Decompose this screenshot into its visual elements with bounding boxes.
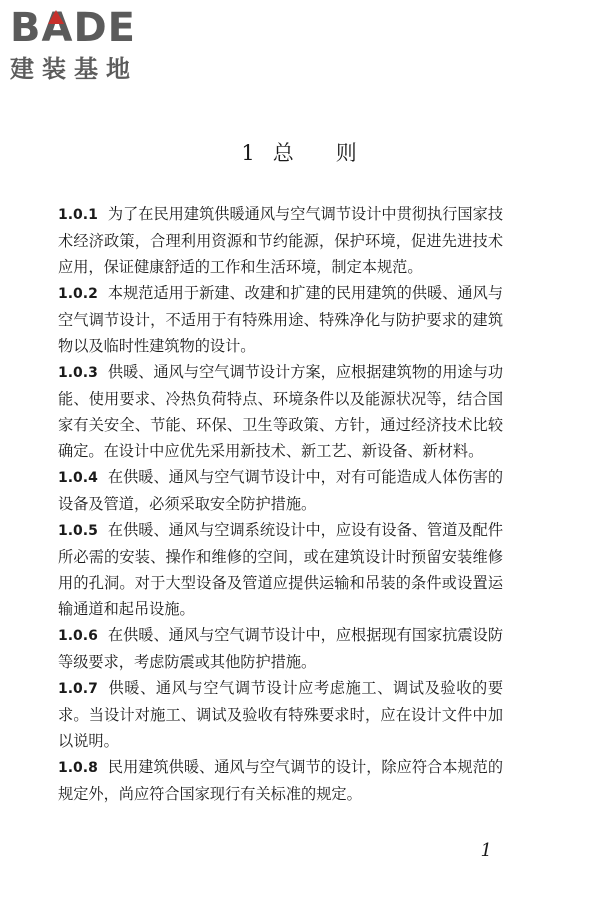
clause-text: 供暖、通风与空气调节设计应考虑施工、调试及验收的要求。当设计对施工、调试及验收有特殊要求时，应在设计文件中加以说明。 — [58, 679, 503, 750]
logo-wordmark — [10, 5, 180, 51]
clause-number: 1.0.5 — [58, 523, 98, 539]
logo-letter-b: B — [10, 5, 42, 51]
clause-number: 1.0.3 — [58, 365, 98, 381]
clause-text: 在供暖、通风与空气调节设计中，应根据现有国家抗震设防等级要求，考虑防震或其他防护措施。 — [58, 626, 503, 671]
clause-text: 供暖、通风与空气调节设计方案，应根据建筑物的用途与功能、使用要求、冷热负荷特点、环境条件以及能源状况等，结合国家有关安全、节能、环保、卫生等政策、方针，通过经济技术比较确定。在设计中应优先采用新技术、新工艺、新设备、新材料。 — [58, 363, 503, 460]
logo-subtitle: 建装基地 — [10, 55, 138, 83]
clause-number: 1.0.4 — [58, 470, 98, 486]
chapter-title-char-2: 则 — [335, 141, 359, 165]
clause-text: 为了在民用建筑供暖通风与空气调节设计中贯彻执行国家技术经济政策，合理利用资源和节约能源，保护环境，促进先进技术应用，保证健康舒适的工作和生活环境，制定本规范。 — [58, 205, 503, 276]
clause-number: 1.0.1 — [58, 207, 98, 223]
clause-1-0-5 — [58, 517, 503, 622]
clause-1-0-3 — [58, 359, 503, 464]
clause-1-0-7 — [58, 675, 503, 754]
clause-1-0-1 — [58, 201, 503, 280]
logo-letters-de: DE — [73, 5, 136, 51]
clause-text: 本规范适用于新建、改建和扩建的民用建筑的供暖、通风与空气调节设计，不适用于有特殊用途、特殊净化与防护要求的建筑物以及临时性建筑物的设计。 — [58, 284, 503, 355]
chapter-number: 1 — [241, 141, 257, 165]
clause-1-0-6 — [58, 622, 503, 675]
clause-text: 民用建筑供暖、通风与空气调节的设计，除应符合本规范的规定外，尚应符合国家现行有关标准的规定。 — [58, 758, 503, 803]
chapter-title — [0, 140, 600, 166]
clause-list — [58, 201, 503, 807]
clause-number: 1.0.6 — [58, 628, 98, 644]
clause-1-0-2 — [58, 280, 503, 359]
clause-number: 1.0.7 — [58, 681, 98, 697]
clause-text: 在供暖、通风与空气调节设计中，对有可能造成人体伤害的设备及管道，必须采取安全防护措施。 — [58, 468, 503, 513]
clause-number: 1.0.2 — [58, 286, 98, 302]
chapter-title-char-1: 总 — [272, 141, 296, 165]
clause-1-0-8 — [58, 754, 503, 807]
clause-text: 在供暖、通风与空调系统设计中，应设有设备、管道及配件所必需的安装、操作和维修的空间，或在建筑设计时预留安装维修用的孔洞。对于大型设备及管道应提供运输和吊装的条件或设置运输通道和起吊设施。 — [58, 521, 503, 618]
page-number: 1 — [480, 840, 492, 861]
clause-1-0-4 — [58, 464, 503, 517]
brand-logo — [10, 5, 180, 84]
clause-number: 1.0.8 — [58, 760, 98, 776]
logo-letter-a: A — [41, 5, 74, 51]
